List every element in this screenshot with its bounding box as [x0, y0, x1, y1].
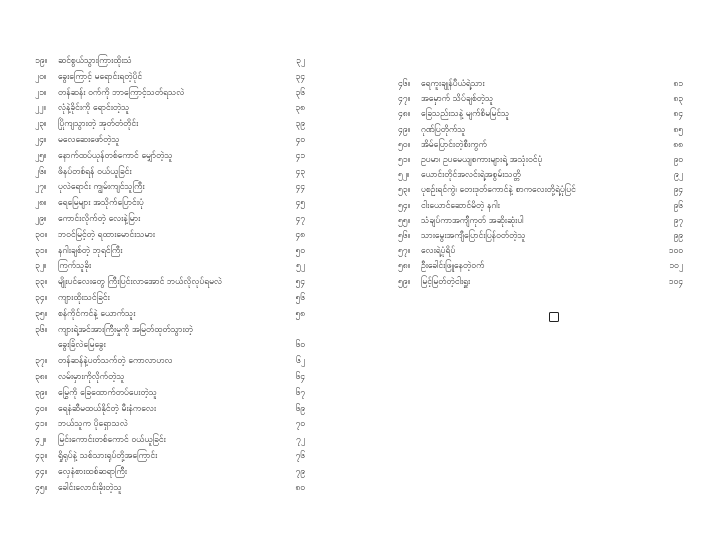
toc-entry-title: လုံနဲ့ခိုင်းကို ရောင်းတဲ့သူ [58, 103, 130, 114]
toc-entry-page: ၃၄ [295, 71, 305, 82]
toc-entry-title: ခွေးကြောင့် မရောင်းရတဲ့ပိုင် [58, 71, 143, 82]
toc-entry-page: ၃၆ [295, 87, 305, 98]
toc-entry-title: မလေဆေးဖော်တဲ့သူ [58, 135, 120, 145]
toc-entry-number: ၄၄။ [35, 466, 48, 477]
toc-entry [398, 168, 683, 183]
toc-entry [398, 92, 683, 107]
toc-entry-number: ၅၀။ [398, 139, 411, 150]
toc-entry [35, 370, 305, 385]
toc-entry-number: ၃၆။ [35, 324, 48, 335]
toc-entry-page: ၇၆ [295, 451, 305, 461]
toc-entry-number: ၄၆။ [398, 79, 411, 89]
toc-entry [35, 165, 305, 180]
toc-entry-number: ၄၅။ [35, 482, 48, 493]
toc-entry-number: ၅၇။ [398, 246, 411, 257]
toc-entry-title: လမ်းမှားကိုလိုက်တဲ့သူ [58, 372, 125, 382]
toc-entry [35, 196, 305, 211]
toc-entry [35, 117, 305, 132]
toc-entry [398, 153, 683, 168]
toc-entry-number: ၄၈။ [398, 109, 411, 120]
toc-entry-page: ၈၄ [673, 109, 683, 120]
toc-entry-title: ရေကူးချုန်ပီယံရဲ့သား [421, 79, 485, 89]
toc-entry-page: ၅၀ [295, 245, 305, 256]
toc-entry-page: ၇၉ [295, 466, 305, 477]
toc-entry [398, 183, 683, 198]
toc-entry [35, 275, 305, 290]
toc-entry-number: ၅၁။ [398, 155, 411, 165]
toc-entry-title: အမှောက် သိပ်ချစ်တဲ့သူ [421, 94, 494, 105]
toc-entry [35, 433, 305, 448]
toc-entry-number: ၁၉။ [35, 56, 48, 66]
toc-entry-number: ၄၇။ [398, 94, 411, 105]
toc-entry-title: လှေနံစားထစ်ဆရာကြီး [58, 466, 127, 477]
toc-entry-page: ၄၁ [295, 150, 305, 161]
toc-entry-number: ၂၁။ [35, 87, 47, 98]
toc-entry-number: ၃၉။ [35, 387, 48, 398]
toc-entry-number: ၃၇။ [35, 356, 48, 367]
toc-entry-title: တန်ဆန်း ဝက်ကို ဘာကြောင့်သတ်ရသလဲ [58, 87, 185, 98]
toc-entry-number: ၃၃။ [35, 277, 48, 288]
toc-entry-title: ရေမြေများ အသိုက်ပြောင်းပုံ [58, 198, 144, 209]
toc-entry [35, 402, 305, 417]
toc-entry [398, 138, 683, 153]
toc-entry-title: သားမွေးအကျီပြောင်းပြန်ဝတ်တဲ့သူ [421, 231, 526, 241]
toc-entry-page: ၆၉ [295, 403, 305, 414]
toc-entry [35, 244, 305, 259]
toc-entry-page: ၁၀၀ [668, 246, 683, 257]
toc-entry-page: ၇၀ [295, 419, 305, 430]
toc-entry [35, 212, 305, 227]
toc-entry-page: ၁၀၂ [669, 261, 683, 272]
toc-entry-title: နဂါးချစ်တဲ့ ဘုရင်ကြီး [58, 245, 123, 256]
toc-entry-number: ၃၀။ [35, 229, 48, 240]
toc-entry-title: ပုစဉ်းရင်ကွဲ၊ တေးဒုတ်ကောင်နဲ့ စာကလေးတို့ရဲ့ပုံပြင် [421, 185, 576, 196]
toc-entry-title: ဖိနပ်တစ်ရန် ဝယ်ယူခြင်း [58, 166, 132, 177]
toc-entry-title: မျိုးပင်လေးတွေ ကြီးပြင်းလာအောင် ဘယ်လိုလုပ်ရမလဲ [58, 277, 222, 288]
toc-entry-title: ဘဝင်မြင့်တဲ့ ရထားမောင်းသမား [58, 229, 155, 240]
toc-entry-title: ပြိုကျသွားတဲ့ အုတ်တံတိုင်း [58, 119, 139, 130]
toc-entry-number: ၃၅။ [35, 308, 48, 319]
toc-entry-title: မြင့်မြတ်တဲ့ငါးရှူး [421, 276, 471, 287]
toc-entry-page: ၇၂ [296, 435, 305, 446]
toc-entry-number: ၅၃။ [398, 185, 411, 196]
toc-entry-number: ၅၈။ [398, 261, 411, 272]
toc-entry-title: ဥပမာ၊ ဥပမေယျစကားများရဲ့ အသုံးဝင်ပုံ [421, 155, 543, 165]
toc-entry-number: ၂၇။ [35, 182, 47, 193]
toc-entry [398, 107, 683, 122]
toc-entry-number: ၃၂။ [35, 261, 47, 272]
toc-entry-number: ၂၀။ [35, 71, 47, 82]
toc-entry [35, 101, 305, 116]
toc-entry-page: ၉၉ [673, 231, 683, 241]
toc-entry-number: ၅၂။ [398, 170, 410, 181]
toc-entry-page: ၉၂ [674, 170, 683, 181]
toc-entry-title: နောက်ထပ်ယုန်တစ်ကောင် မျှော်တဲ့သူ [58, 150, 173, 161]
toc-entry-page: ၅၄ [295, 277, 305, 288]
toc-entry [35, 323, 305, 350]
toc-entry [35, 417, 305, 432]
toc-entry-number: ၄၃။ [35, 451, 48, 461]
toc-entry-page: ၆၀ [295, 339, 305, 350]
toc-entry-number: ၅၉။ [398, 276, 411, 287]
toc-entry-page: ၈၁ [673, 79, 683, 89]
toc-entry-page: ၄၅ [295, 198, 305, 209]
toc-entry [398, 259, 683, 274]
toc-entry [35, 307, 305, 322]
toc-entry-page: ၈၃ [673, 94, 683, 105]
toc-entry [398, 275, 683, 290]
toc-entry-page: ၅၆ [295, 293, 305, 303]
toc-entry-title: ကျားရဲ့အင်အားကြီးမှုကို အမြတ်ထုတ်သွားတဲ့ [58, 324, 193, 335]
toc-entry [398, 123, 683, 138]
toc-entry-page: ၈၅ [673, 124, 683, 135]
toc-entry-number: ၂၉။ [35, 214, 47, 224]
toc-entry-title: ဦးခေါင်းဖြူနေတဲ့ဝက် [421, 261, 485, 272]
toc-entry-number: ၃၄။ [35, 293, 48, 303]
toc-entry-title: ကြက်သူခိုး [58, 261, 92, 272]
toc-entry-page: ၅၈ [295, 308, 305, 319]
toc-entry [35, 354, 305, 369]
toc-entry [398, 229, 683, 244]
toc-entry-title: ဘယ်သူက ပိုရှောသလဲ [58, 419, 128, 430]
toc-entry-title: သံချပ်ကာအကျီကုတ် အဆိုးဆုံးပါ [421, 215, 524, 226]
end-mark-icon [549, 312, 559, 322]
toc-entry [35, 86, 305, 101]
toc-entry-title: ငါးယောင်ဆောင်မိတဲ့ နဂါး [421, 200, 500, 211]
toc-entry [35, 54, 305, 69]
toc-entry [35, 180, 305, 195]
toc-entry [398, 214, 683, 229]
toc-entry-number: ၂၅။ [35, 150, 47, 161]
toc-entry-title: မြင်းကောင်းတစ်ကောင် ဝယ်ယူခြင်း [58, 435, 166, 446]
toc-entry-number: ၅၄။ [398, 200, 411, 211]
toc-entry-number: ၅၅။ [398, 215, 411, 226]
toc-entry-title: ဆင်စွယ်သွားကြားထိုးသံ [58, 56, 132, 66]
toc-entry-number: ၃၈။ [35, 372, 48, 382]
toc-entry [35, 259, 305, 274]
toc-entry-page: ၄၃ [295, 166, 305, 177]
toc-entry [35, 449, 305, 464]
toc-entry [35, 481, 305, 496]
toc-entry-page: ၁၀၄ [668, 276, 683, 287]
toc-entry-page: ၄၈ [295, 229, 305, 240]
toc-entry-title: စန်ကိုင်ကင်နဲ့ ယောက်သူး [58, 308, 136, 319]
toc-entry-title: ရေနံဆီမထယ်နိုင်တဲ့ မီးနံကလေး [58, 403, 156, 414]
toc-entry [398, 244, 683, 259]
toc-entry-number: ၄၀။ [35, 403, 48, 414]
toc-entry-number: ၂၆။ [35, 166, 47, 177]
toc-entry-title: ပုလဲရောင်း ကျွမ်းကျင်သူကြီး [58, 182, 145, 193]
toc-entry-title: မြွေကို ခြေထောက်တပ်ပေးတဲ့သူ [58, 387, 157, 398]
toc-entry-page: ၉၀ [673, 155, 683, 165]
toc-entry-number: ၅၆။ [398, 231, 411, 241]
toc-entry-page: ၄၀ [295, 135, 305, 145]
toc-entry-title: ကောင်းလိုက်တဲ့ လေးနဲ့မြား [58, 214, 141, 224]
toc-entry [35, 386, 305, 401]
toc-entry-page: ၃၈ [295, 103, 305, 114]
toc-entry-page: ၃၉ [295, 119, 305, 130]
toc-entry-title-continued: ခွေးခြံလဲမြေခွေး [58, 339, 106, 350]
toc-entry [35, 465, 305, 480]
toc-entry-page: ၉၆ [673, 200, 683, 211]
toc-entry-title: ယောင်းတိုင်အလင်းရဲ့အစွမ်းသတ္တိ [421, 170, 521, 181]
toc-entry-number: ၄၂။ [35, 435, 47, 446]
toc-entry-number: ၂၄။ [35, 135, 47, 145]
toc-entry-number: ၂၈။ [35, 198, 47, 209]
toc-entry-page: ၆၄ [295, 372, 305, 382]
toc-entry-title: ခေါင်းလောင်းခိုးတဲ့သူ [58, 482, 122, 493]
toc-entry-page: ၉၄ [673, 185, 683, 196]
toc-entry-title: ဂုဏ်ပြတိုက်သူ [421, 124, 466, 135]
toc-entry [35, 149, 305, 164]
toc-entry-number: ၃၁။ [35, 245, 48, 256]
toc-entry [398, 77, 683, 92]
toc-entry [35, 228, 305, 243]
toc-entry-page: ၆၇ [295, 387, 305, 398]
toc-entry-page: ၃၂ [296, 56, 305, 66]
toc-entry-page: ၈၀ [295, 482, 305, 493]
toc-entry-title: ခြေသည်းသနဲ့ မျက်စိမမြင်သူ [421, 109, 510, 120]
toc-entry-title: ကျားထိုးသင်ခြင်း [58, 293, 110, 303]
toc-entry-title: တန်ဆန်နဲ့ပတ်သက်တဲ့ ကောလာဟလ [58, 356, 173, 367]
toc-entry-number: ၄၉။ [398, 124, 411, 135]
toc-entry-title: လေးရဲ့ပုံရိပ် [421, 246, 456, 257]
toc-entry-number: ၂၂။ [35, 103, 46, 114]
toc-entry-title: ရှိုရုပ်နဲ့ သစ်သားရုပ်တို့အကြောင်း [58, 451, 158, 461]
toc-entry-page: ၄၄ [295, 182, 305, 193]
toc-entry-page: ၆၂ [296, 356, 305, 367]
toc-entry [35, 291, 305, 306]
toc-entry-page: ၅၂ [296, 261, 305, 272]
toc-entry [35, 133, 305, 148]
toc-entry [398, 199, 683, 214]
toc-entry [35, 70, 305, 85]
toc-entry-page: ၉၇ [673, 215, 683, 226]
toc-entry-page: ၈၈ [673, 139, 683, 150]
toc-entry-title: အိမ်ပြောင်းတဲ့စီးကွက် [421, 139, 487, 150]
toc-entry-number: ၂၃။ [35, 119, 47, 130]
toc-entry-number: ၄၁။ [35, 419, 48, 430]
toc-entry-page: ၄၇ [295, 214, 305, 224]
